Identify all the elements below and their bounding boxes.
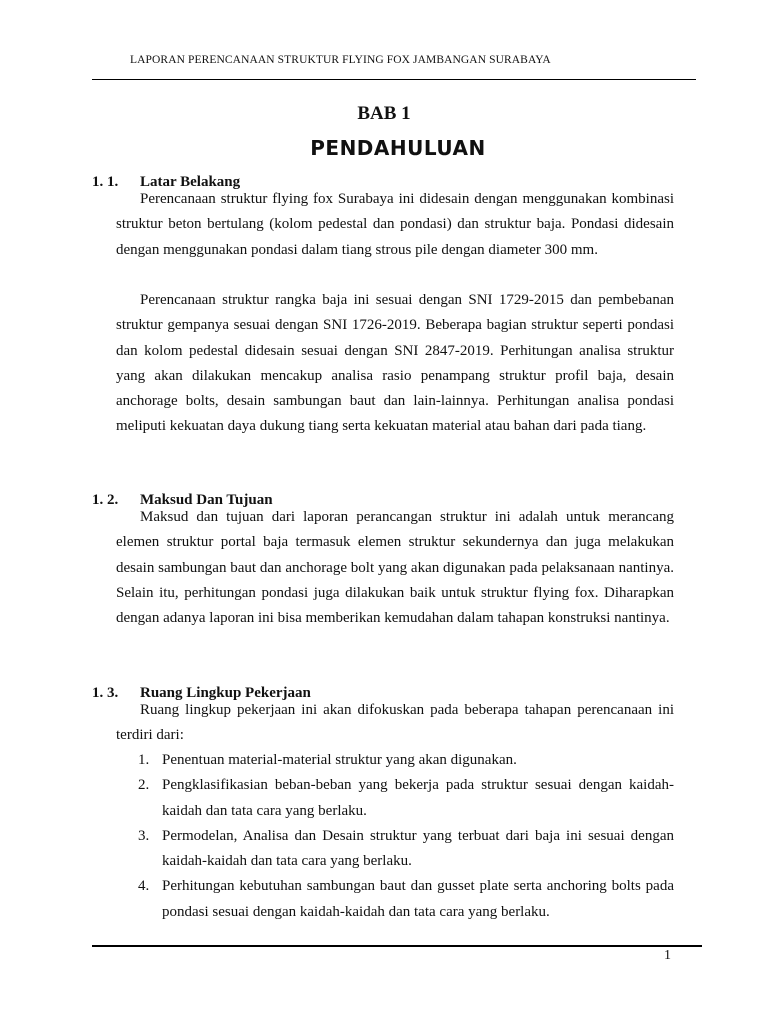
chapter-label: BAB 1: [357, 103, 411, 124]
footer-divider: [92, 945, 702, 947]
section-number: 1. 1.: [92, 174, 119, 190]
scope-list: [138, 748, 674, 925]
list-item: [138, 824, 674, 875]
section-number: 1. 3.: [92, 685, 119, 701]
list-item-text: Perhitungan kebutuhan sambungan baut dan gusset plate serta anchoring bolts pada pondasi sesuai dengan kaidah-kaidah dan tata cara yang berlaku.: [162, 878, 674, 920]
running-header: LAPORAN PERENCANAAN STRUKTUR FLYING FOX JAMBANGAN SURABAYA: [130, 54, 551, 66]
list-item-number: 2.: [138, 777, 150, 794]
paragraph: Maksud dan tujuan dari laporan perancangan struktur ini adalah untuk merancang elemen struktur portal baja termasuk elemen struktur sekundernya dan juga melakukan desain sambungan baut dan anchorage bolt yang akan digunakan pada pelaksanaan nantinya. Selain itu, perhitungan pondasi juga dilakukan baik untuk struktur flying fox. Diharapkan dengan adanya laporan ini bisa memberikan kemudahan dalam tahapan konstruksi nantinya.: [116, 509, 674, 627]
list-item-number: 1.: [138, 752, 150, 768]
section-title: Ruang Lingkup Pekerjaan: [140, 685, 311, 701]
section-title: Maksud Dan Tujuan: [140, 492, 273, 508]
list-item: [138, 773, 674, 824]
list-item: [138, 748, 674, 773]
header-divider: [92, 79, 696, 80]
section-number: 1. 2.: [92, 492, 119, 508]
paragraph: Perencanaan struktur flying fox Surabaya ini didesain dengan menggunakan kombinasi struktur beton bertulang (kolom pedestal dan pondasi) dan struktur baja. Pondasi didesain dengan menggunakan pondasi dalam tiang strous pile dengan diameter 300 mm.: [116, 191, 674, 258]
page-number: 1: [664, 948, 671, 963]
list-item-text: Penentuan material-material struktur yang akan digunakan.: [162, 752, 517, 768]
list-item-number: 4.: [138, 878, 150, 895]
paragraph: Ruang lingkup pekerjaan ini akan difokuskan pada beberapa tahapan perencanaan ini terdiri dari:: [116, 702, 674, 744]
paragraph: Perencanaan struktur rangka baja ini sesuai dengan SNI 1729-2015 dan pembebanan struktur gempanya sesuai dengan SNI 1726-2019. Beberapa bagian struktur seperti pondasi dan kolom pedestal didesain sesuai dengan SNI 2847-2019. Perhitungan analisa struktur yang akan dilakukan mencakup analisa rasio penampang struktur profil baja, desain anchorage bolts, desain sambungan baut dan lain-lainnya. Perhitungan analisa pondasi meliputi kekuatan daya dukung tiang serta kekuatan material atau bahan dari pada tiang.: [116, 292, 674, 435]
list-item: [138, 874, 674, 925]
list-item-text: Pengklasifikasian beban-beban yang bekerja pada struktur sesuai dengan kaidah-kaidah dan tata cara yang berlaku.: [162, 777, 674, 819]
list-item-number: 3.: [138, 827, 150, 844]
chapter-title: PENDAHULUAN: [310, 136, 486, 160]
list-item-text: Permodelan, Analisa dan Desain struktur yang terbuat dari baja ini sesuai dengan kaidah-kaidah dan tata cara yang berlaku.: [162, 827, 674, 870]
section-title: Latar Belakang: [140, 174, 241, 190]
